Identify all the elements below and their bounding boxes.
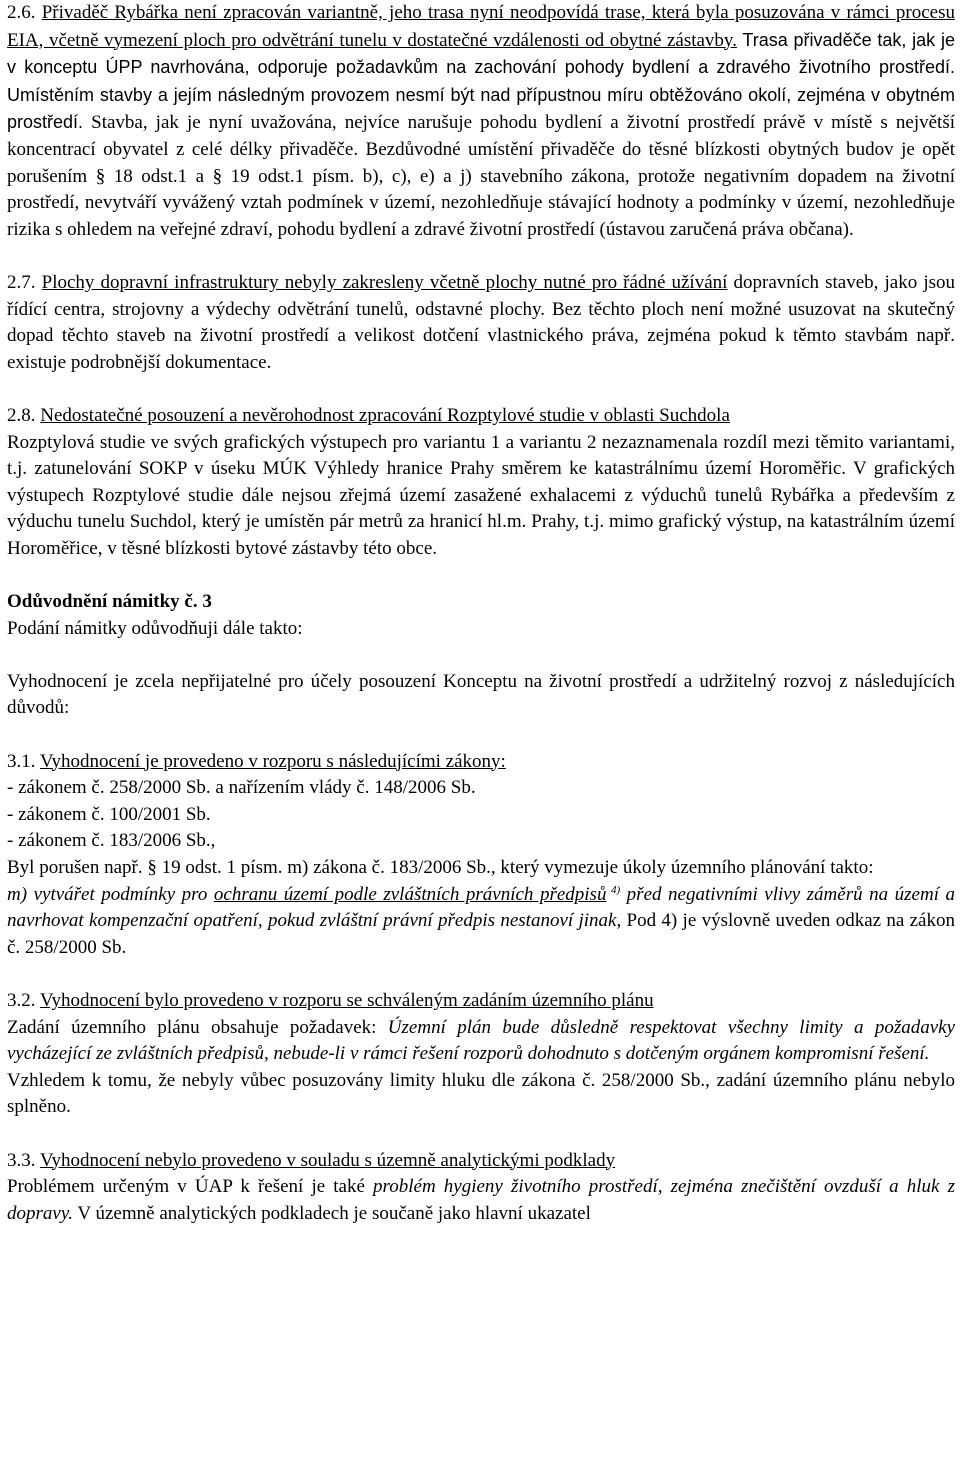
quote-link: ochranu území podle zvláštních právních předpisů bbox=[213, 883, 607, 905]
section-3-1-title: Vyhodnocení je provedeno v rozporu s následujícími zákony: bbox=[39, 750, 506, 772]
section-3-2-text bbox=[7, 1015, 955, 1068]
section-3-2-quote: Územní plán bude důsledně respektovat všechny limity a požadavky vycházející ze zvláštních předpisů, nebude-li v rámci řešení rozporů dohodnuto s dotčeným orgánem kompromisní řešení. bbox=[7, 1016, 956, 1065]
quote-text-2: před negativními vlivy záměrů na území a navrhovat kompenzační opatření, pokud zvláštní právní předpis nestanoví jinak, bbox=[7, 883, 956, 932]
section-2-7-title: Plochy dopravní infrastruktury nebyly zakresleny včetně plochy nutné pro řádné užívání bbox=[41, 271, 728, 293]
section-3-3-heading bbox=[7, 1148, 955, 1175]
section-3-3-text-2: V územně analytických podkladech je součaně jako hlavní ukazatel bbox=[72, 1202, 591, 1224]
section-3-2-title: Vyhodnocení bylo provedeno v rozporu se schváleným zadáním územního plánu bbox=[39, 989, 654, 1011]
section-3-1-quote bbox=[7, 882, 955, 962]
section-3-1-text: Byl porušen např. § 19 odst. 1 písm. m) zákona č. 183/2006 Sb., který vymezuje úkoly územního plánování takto: bbox=[7, 857, 874, 878]
section-2-8-number: 2.8. bbox=[7, 404, 41, 426]
footnote-ref: 4) bbox=[606, 883, 621, 896]
section-2-7 bbox=[7, 270, 955, 376]
section-3-3-text bbox=[7, 1174, 955, 1227]
document-page bbox=[7, 0, 955, 1227]
section-2-6-number: 2.6. bbox=[7, 2, 42, 23]
objection-3-intro: Podání námitky odůvodňuji dále takto: bbox=[7, 617, 303, 639]
section-3-3-number: 3.3. bbox=[7, 1149, 40, 1171]
section-2-8-title: Nedostatečné posouzení a nevěrohodnost zpracování Rozptylové studie v oblasti Suchdola bbox=[40, 404, 730, 426]
section-3-1-number: 3.1. bbox=[7, 750, 40, 772]
section-3-3-text-1: Problémem určeným v ÚAP k řešení je také bbox=[7, 1176, 374, 1198]
objection-3-heading: Odůvodnění námitky č. 3 bbox=[7, 591, 212, 613]
section-3-3-quote: problém hygieny životního prostředí, zejména znečištění ovzduší a hluk z dopravy. bbox=[7, 1176, 955, 1224]
section-3-2-text-1: Zadání územního plánu obsahuje požadavek: bbox=[7, 1016, 388, 1038]
section-3-2-heading bbox=[7, 988, 955, 1015]
section-2-6-text-2: Stavba, jak je nyní uvažována, nejvíce narušuje pohodu bydlení a životní prostředí právě v místě s největší koncentrací obyvatel z celé délky přivaděče. Bezdůvodné umístění přivaděče do těsné blízkosti obytných budov je opět porušením § 18 odst.1 a § 19 odst.1 písm. b), c), e) a j) stavebního zákona, protože negativním dopadem na životní prostředí, nevytváří vyvážený vztah podmínek v území, nezohledňuje stávající hodnoty a podmínky v území, nezohledňuje rizika s ohledem na veřejné zdraví, pohodu bydlení a zdravé životní prostředí (ústavou zaručená práva občana). bbox=[7, 112, 955, 240]
section-2-7-number: 2.7. bbox=[7, 271, 42, 293]
section-3-1-heading bbox=[7, 749, 955, 776]
section-3-3-title: Vyhodnocení nebylo provedeno v souladu s územně analytickými podklady bbox=[39, 1149, 616, 1171]
quote-note: Pod 4) je výslovně uveden odkaz na zákon č. 258/2000 Sb. bbox=[7, 910, 955, 958]
law-list-item: - zákonem č. 258/2000 Sb. a nařízením vlády č. 148/2006 Sb. bbox=[7, 777, 476, 799]
law-list-item: - zákonem č. 183/2006 Sb., bbox=[7, 830, 216, 852]
section-3-2-text-2: Vzhledem k tomu, že nebyly vůbec posuzovány limity hluku dle zákona č. 258/2000 Sb., zadání územního plánu nebylo splněno. bbox=[7, 1069, 955, 1118]
section-2-6-title: Přivaděč Rybářka není zpracován variantně, jeho trasa nyní neodpovídá trase, která byla posuzována v rámci procesu EIA, včetně vymezení ploch pro odvětrání tunelu v dostatečné vzdálenosti od obytné zástavby. bbox=[7, 2, 955, 51]
section-2-6-text-1: Trasa přivaděče tak, jak je v konceptu ÚPP navrhována, odporuje požadavkům na zachování pohody bydlení a zdravého životního prostředí. Umístěním stavby a jejím následným provozem nesmí být nad přípustnou míru obtěžováno okolí, zejména v obytném prostředí. bbox=[7, 29, 955, 133]
section-2-6 bbox=[7, 0, 955, 243]
quote-text-1: m) vytvářet podmínky pro bbox=[7, 883, 214, 905]
section-2-8-heading bbox=[7, 403, 955, 430]
section-2-7-text: dopravních staveb, jako jsou řídící centra, strojovny a výdechy odvětrání tunelů, odstavné plochy. Bez těchto ploch není možné usuzovat na skutečný dopad těchto staveb na životní prostředí a velikost dotčení vlastnického práva, zejména pokud k těmto stavbám např. existuje podrobnější dokumentace. bbox=[7, 271, 956, 373]
section-2-8-text: Rozptylová studie ve svých grafických výstupech pro variantu 1 a variantu 2 nezaznamenala rozdíl mezi těmito variantami, t.j. zatunelování SOKP v úseku MÚK Výhledy hranice Prahy směrem ke katastrálnímu území Horoměřic. V grafických výstupech Rozptylové studie dále nejsou zřejmá území zasažené exhalacemi z výduchů tunelů Rybářka a především z výduchu tunelu Suchdol, který je umístěn pár metrů za hranicí hl.m. Prahy, t.j. mimo grafický výstup, na katastrálním území Horoměřice, v těsné blízkosti bytové zástavby této obce. bbox=[7, 431, 955, 559]
law-list-item: - zákonem č. 100/2001 Sb. bbox=[7, 803, 211, 825]
objection-3-evaluation: Vyhodnocení je zcela nepřijatelné pro účely posouzení Konceptu na životní prostředí a udržitelný rozvoj z následujících důvodů: bbox=[7, 670, 955, 719]
section-3-2-number: 3.2. bbox=[7, 989, 40, 1011]
